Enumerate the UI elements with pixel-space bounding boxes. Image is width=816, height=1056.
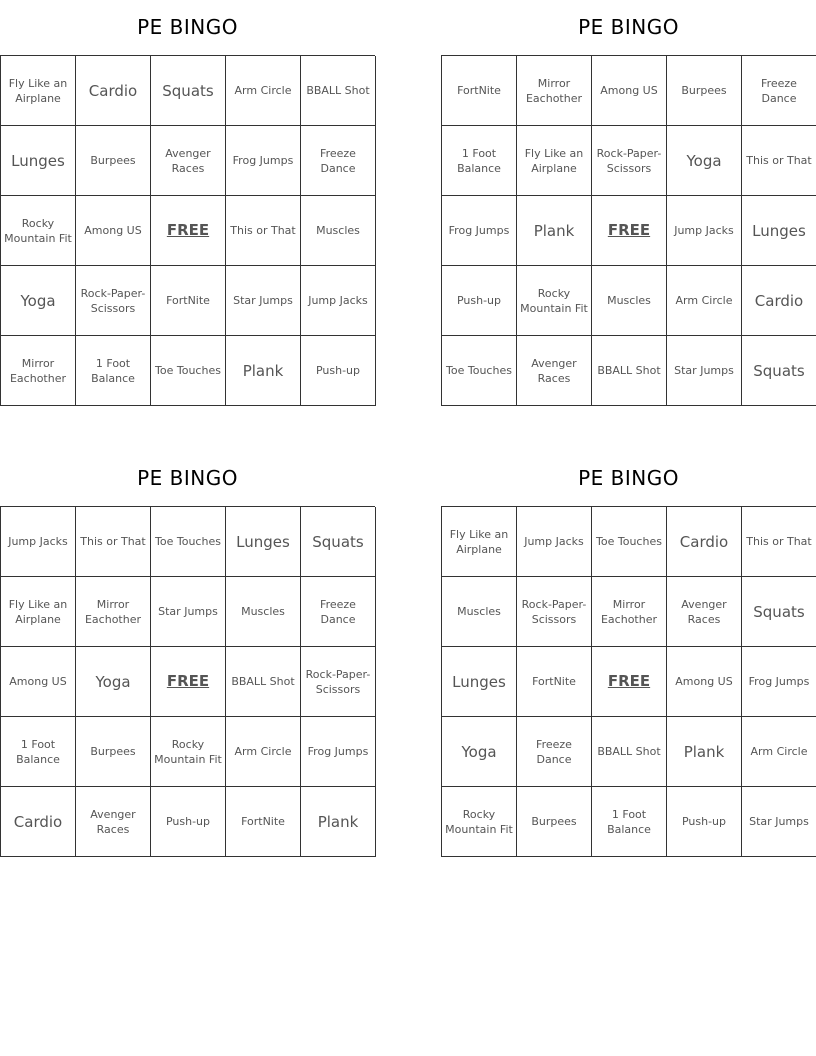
- bingo-cell: Frog Jumps: [301, 717, 376, 787]
- bingo-cell: Freeze Dance: [517, 717, 592, 787]
- bingo-cell: Arm Circle: [226, 717, 301, 787]
- bingo-cell: FortNite: [151, 266, 226, 336]
- free-space-cell: FREE: [592, 196, 667, 266]
- bingo-cell: FortNite: [517, 647, 592, 717]
- bingo-card-2: [441, 0, 816, 385]
- bingo-cell: Lunges: [442, 647, 517, 717]
- bingo-cell: Muscles: [301, 196, 376, 266]
- bingo-cell: Cardio: [742, 266, 816, 336]
- bingo-cell: Among US: [592, 56, 667, 126]
- bingo-cell: Among US: [76, 196, 151, 266]
- bingo-cell: Freeze Dance: [742, 56, 816, 126]
- bingo-cell: Toe Touches: [151, 336, 226, 406]
- bingo-cell: Fly Like an Airplane: [1, 577, 76, 647]
- bingo-cell: Rocky Mountain Fit: [1, 196, 76, 266]
- bingo-cell: Frog Jumps: [742, 647, 816, 717]
- card-title: PE BINGO: [578, 15, 679, 39]
- bingo-cell: Jump Jacks: [301, 266, 376, 336]
- bingo-cell: Toe Touches: [592, 507, 667, 577]
- bingo-card-3: [0, 451, 375, 836]
- bingo-cell: Rock-Paper-Scissors: [76, 266, 151, 336]
- card-title: PE BINGO: [137, 466, 238, 490]
- bingo-cell: Lunges: [226, 507, 301, 577]
- bingo-cell: Burpees: [517, 787, 592, 857]
- free-space-cell: FREE: [592, 647, 667, 717]
- bingo-cell: 1 Foot Balance: [442, 126, 517, 196]
- bingo-cell: Muscles: [442, 577, 517, 647]
- bingo-cell: Push-up: [151, 787, 226, 857]
- bingo-cell: 1 Foot Balance: [592, 787, 667, 857]
- bingo-cell: Muscles: [592, 266, 667, 336]
- free-space-cell: FREE: [151, 196, 226, 266]
- bingo-cell: Star Jumps: [742, 787, 816, 857]
- bingo-cell: Jump Jacks: [517, 507, 592, 577]
- bingo-grid: [441, 55, 816, 406]
- bingo-cell: Among US: [1, 647, 76, 717]
- bingo-cell: FortNite: [442, 56, 517, 126]
- bingo-grid: [441, 506, 816, 857]
- bingo-cell: Rock-Paper-Scissors: [301, 647, 376, 717]
- bingo-cell: BBALL Shot: [592, 336, 667, 406]
- bingo-cell: Cardio: [76, 56, 151, 126]
- bingo-cell: Arm Circle: [742, 717, 816, 787]
- bingo-cell: Yoga: [1, 266, 76, 336]
- bingo-cell: Rock-Paper-Scissors: [592, 126, 667, 196]
- bingo-cell: Push-up: [667, 787, 742, 857]
- bingo-grid: [0, 506, 375, 857]
- bingo-cell: Freeze Dance: [301, 577, 376, 647]
- bingo-cell: Frog Jumps: [442, 196, 517, 266]
- bingo-cell: Avenger Races: [517, 336, 592, 406]
- bingo-cell: BBALL Shot: [301, 56, 376, 126]
- bingo-cell: Cardio: [667, 507, 742, 577]
- bingo-cell: Lunges: [1, 126, 76, 196]
- bingo-cell: BBALL Shot: [592, 717, 667, 787]
- bingo-cell: Cardio: [1, 787, 76, 857]
- bingo-cell: Rocky Mountain Fit: [442, 787, 517, 857]
- bingo-cell: Burpees: [76, 126, 151, 196]
- bingo-grid: [0, 55, 375, 406]
- bingo-cell: Squats: [742, 577, 816, 647]
- bingo-cell: Star Jumps: [667, 336, 742, 406]
- bingo-cell: Burpees: [667, 56, 742, 126]
- bingo-cell: Jump Jacks: [667, 196, 742, 266]
- bingo-cell: Arm Circle: [226, 56, 301, 126]
- bingo-cell: This or That: [742, 507, 816, 577]
- bingo-cell: Lunges: [742, 196, 816, 266]
- bingo-cell: Jump Jacks: [1, 507, 76, 577]
- bingo-cell: This or That: [742, 126, 816, 196]
- bingo-cell: This or That: [226, 196, 301, 266]
- bingo-cell: Avenger Races: [76, 787, 151, 857]
- bingo-card-4: [441, 451, 816, 836]
- bingo-cell: Yoga: [442, 717, 517, 787]
- bingo-cell: Fly Like an Airplane: [517, 126, 592, 196]
- card-title: PE BINGO: [137, 15, 238, 39]
- bingo-cell: Mirror Eachother: [76, 577, 151, 647]
- bingo-cell: Among US: [667, 647, 742, 717]
- bingo-cell: Freeze Dance: [301, 126, 376, 196]
- bingo-cell: Toe Touches: [442, 336, 517, 406]
- bingo-cell: Plank: [667, 717, 742, 787]
- bingo-cell: Plank: [301, 787, 376, 857]
- bingo-cell: Plank: [226, 336, 301, 406]
- bingo-cell: Rock-Paper-Scissors: [517, 577, 592, 647]
- bingo-cell: Mirror Eachother: [592, 577, 667, 647]
- bingo-cell: Push-up: [442, 266, 517, 336]
- bingo-cell: Mirror Eachother: [517, 56, 592, 126]
- card-title: PE BINGO: [578, 466, 679, 490]
- bingo-cell: Push-up: [301, 336, 376, 406]
- bingo-cell: Squats: [742, 336, 816, 406]
- bingo-cell: This or That: [76, 507, 151, 577]
- bingo-cell: Squats: [151, 56, 226, 126]
- bingo-cell: 1 Foot Balance: [1, 717, 76, 787]
- bingo-cell: Toe Touches: [151, 507, 226, 577]
- bingo-cell: Avenger Races: [667, 577, 742, 647]
- bingo-cell: FortNite: [226, 787, 301, 857]
- bingo-cell: Avenger Races: [151, 126, 226, 196]
- bingo-cell: Squats: [301, 507, 376, 577]
- bingo-cell: Frog Jumps: [226, 126, 301, 196]
- bingo-cell: Burpees: [76, 717, 151, 787]
- bingo-cell: Yoga: [76, 647, 151, 717]
- bingo-cell: Fly Like an Airplane: [1, 56, 76, 126]
- bingo-cell: BBALL Shot: [226, 647, 301, 717]
- bingo-cell: 1 Foot Balance: [76, 336, 151, 406]
- bingo-cell: Rocky Mountain Fit: [517, 266, 592, 336]
- bingo-cell: Yoga: [667, 126, 742, 196]
- bingo-cell: Mirror Eachother: [1, 336, 76, 406]
- bingo-card-1: [0, 0, 375, 385]
- bingo-cell: Fly Like an Airplane: [442, 507, 517, 577]
- bingo-cell: Plank: [517, 196, 592, 266]
- bingo-cell: Star Jumps: [226, 266, 301, 336]
- bingo-cell: Arm Circle: [667, 266, 742, 336]
- bingo-cell: Muscles: [226, 577, 301, 647]
- free-space-cell: FREE: [151, 647, 226, 717]
- bingo-cell: Star Jumps: [151, 577, 226, 647]
- bingo-cell: Rocky Mountain Fit: [151, 717, 226, 787]
